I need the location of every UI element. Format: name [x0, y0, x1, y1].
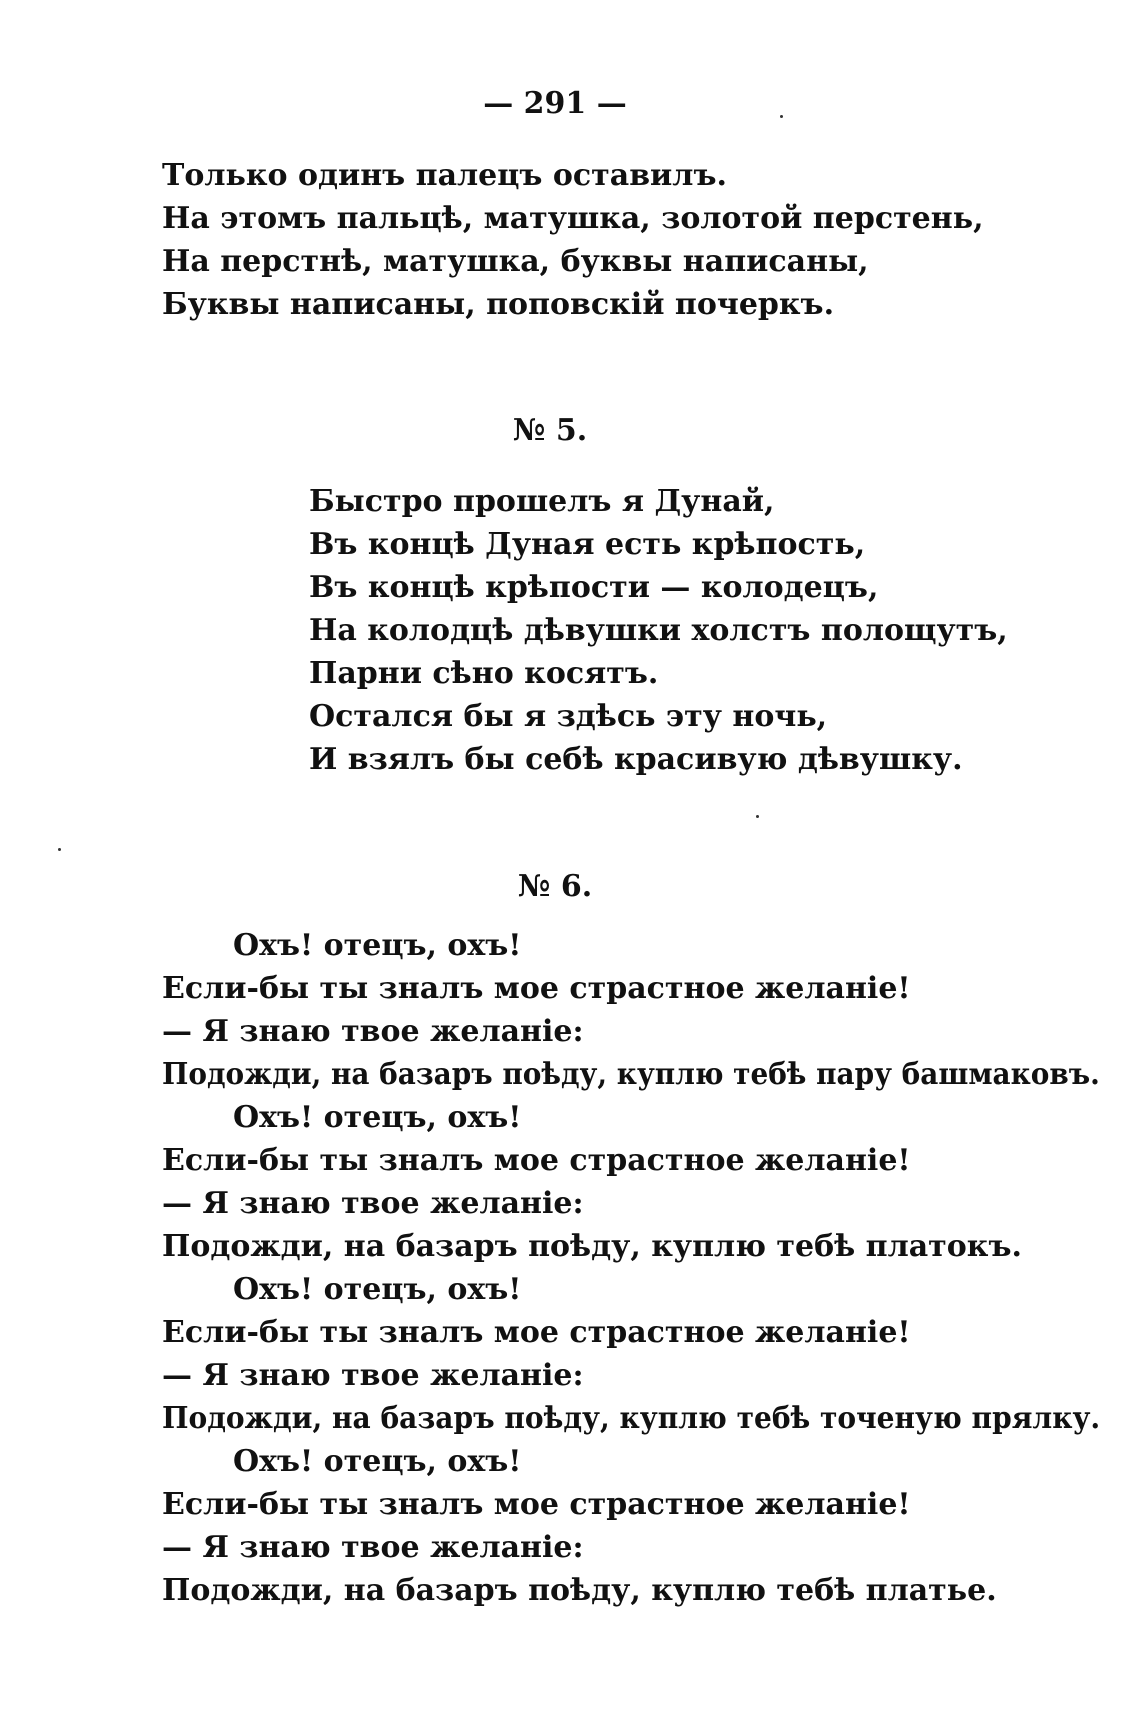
- verse-line: — Я знаю твое желаніе:: [162, 1358, 584, 1393]
- verse-line: Охъ! отецъ, охъ!: [233, 928, 522, 963]
- verse-line: — Я знаю твое желаніе:: [162, 1186, 584, 1221]
- verse-line: На колодцѣ дѣвушки холстъ полощутъ,: [309, 613, 1008, 648]
- verse-line: Охъ! отецъ, охъ!: [233, 1444, 522, 1479]
- verse-line: Если-бы ты зналъ мое страстное желаніе!: [162, 971, 911, 1006]
- verse-line: Подожди, на базаръ поѣду, куплю тебѣ платокъ.: [162, 1229, 1022, 1264]
- verse-line: Остался бы я здѣсь эту ночь,: [309, 699, 828, 734]
- verse-line: Если-бы ты зналъ мое страстное желаніе!: [162, 1315, 911, 1350]
- verse-line: Подожди, на базаръ поѣду, куплю тебѣ платье.: [162, 1573, 997, 1608]
- verse-line: Быстро прошелъ я Дунай,: [309, 484, 775, 519]
- section-heading-6: № 6.: [517, 869, 593, 904]
- verse-line: — Я знаю твое желаніе:: [162, 1530, 584, 1565]
- verse-line: Охъ! отецъ, охъ!: [233, 1100, 522, 1135]
- verse-line: На этомъ пальцѣ, матушка, золотой перстень,: [162, 201, 984, 236]
- verse-line: Буквы написаны, поповскій почеркъ.: [162, 287, 835, 322]
- verse-line: Если-бы ты зналъ мое страстное желаніе!: [162, 1143, 911, 1178]
- verse-line: Только одинъ палецъ оставилъ.: [162, 158, 727, 193]
- verse-line: Если-бы ты зналъ мое страстное желаніе!: [162, 1487, 911, 1522]
- scan-speck: [780, 115, 783, 118]
- verse-line: Подожди, на базаръ поѣду, куплю тебѣ пару башмаковъ.: [162, 1057, 1100, 1092]
- scan-speck: [58, 848, 61, 851]
- verse-line: Подожди, на базаръ поѣду, куплю тебѣ точеную прялку.: [162, 1401, 1101, 1436]
- verse-line: На перстнѣ, матушка, буквы написаны,: [162, 244, 869, 279]
- section-heading-5: № 5.: [512, 413, 588, 448]
- scan-speck: [756, 815, 759, 818]
- verse-line: Парни сѣно косятъ.: [309, 656, 659, 691]
- verse-line: И взялъ бы себѣ красивую дѣвушку.: [309, 742, 963, 777]
- verse-line: Въ концѣ крѣпости — колодецъ,: [309, 570, 879, 605]
- verse-line: Охъ! отецъ, охъ!: [233, 1272, 522, 1307]
- verse-line: Въ концѣ Дуная есть крѣпость,: [309, 527, 866, 562]
- page-number: — 291 —: [483, 86, 627, 121]
- verse-line: — Я знаю твое желаніе:: [162, 1014, 584, 1049]
